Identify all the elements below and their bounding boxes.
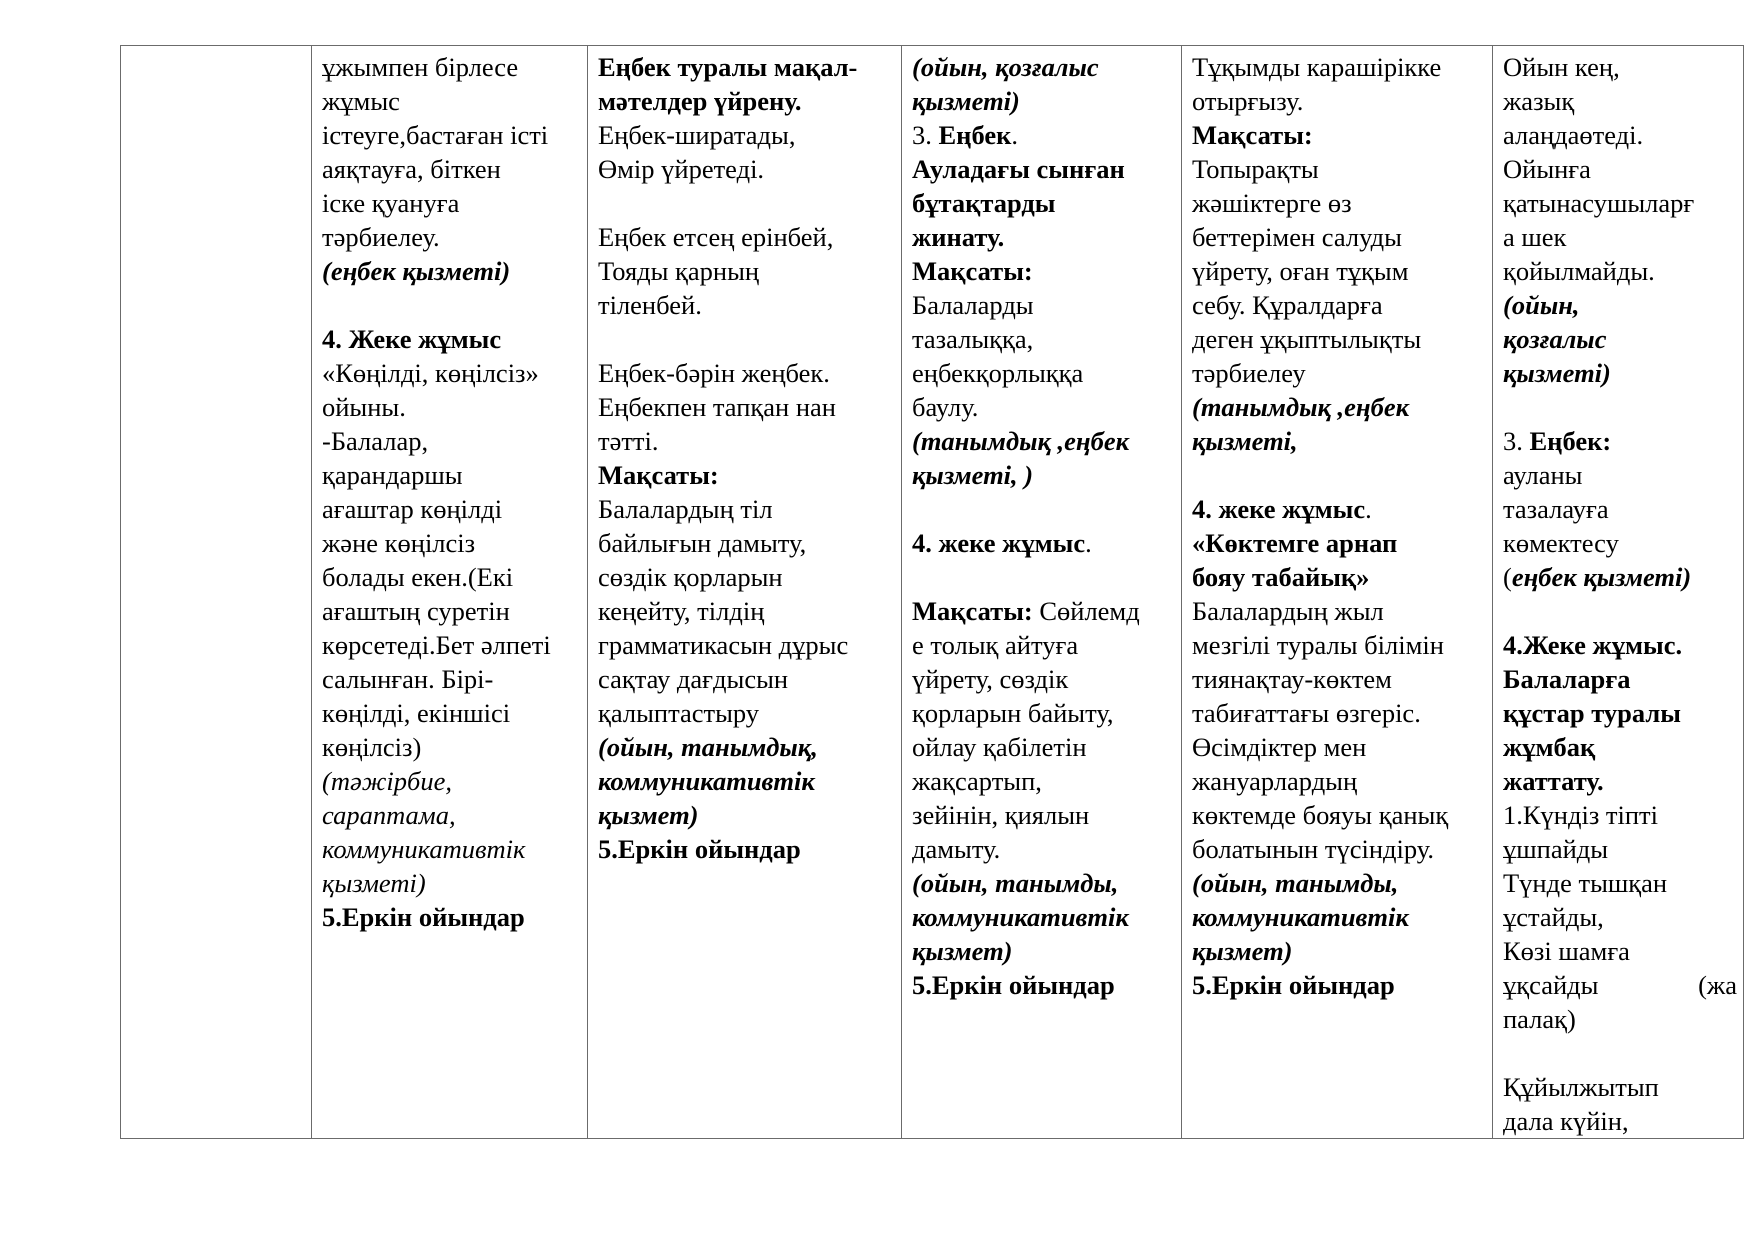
table-cell-labor	[902, 46, 1182, 1139]
text-line: сөздік қорларын	[598, 562, 783, 592]
text-line: табиғаттағы өзгеріс.	[1192, 698, 1421, 728]
text-line: ауланы	[1503, 460, 1583, 490]
text-line: (ойын, танымды,	[912, 868, 1119, 898]
text-line: «Көңілді, көңілсіз»	[322, 358, 539, 388]
text-line: жануарлардың	[1192, 766, 1358, 796]
text-line: Ойын кең,	[1503, 52, 1620, 82]
text-line: Еңбек етсең ерінбей,	[598, 222, 834, 252]
text-line: деген ұқыптылықты	[1192, 324, 1422, 354]
text-line: қызметі)	[322, 868, 426, 898]
text-fragment: (	[1503, 562, 1512, 592]
text-line: Өсімдіктер мен	[1192, 732, 1367, 762]
text-line: тәрбиелеу.	[322, 222, 440, 252]
text-line: дала күйін,	[1503, 1106, 1629, 1136]
text-line: Еңбекпен тапқан нан	[598, 392, 836, 422]
text-line: қойылмайды.	[1503, 256, 1655, 286]
text-line	[1503, 560, 1737, 594]
text-line: жинату.	[912, 222, 1005, 252]
text-line: Балаларға	[1503, 664, 1631, 694]
text-line: үйрету, сөздік	[912, 664, 1069, 694]
text-line: ұжымпен бірлесе	[322, 52, 519, 82]
text-line: коммуникативтік	[912, 902, 1129, 932]
lesson-plan-table	[120, 45, 1744, 1139]
text-line: Балалардың тіл	[598, 494, 773, 524]
table-cell-game-riddles	[1493, 46, 1744, 1139]
text-line: Балалардың жыл	[1192, 596, 1384, 626]
text-line: 5.Еркін ойындар	[912, 970, 1115, 1000]
text-line: (еңбек қызметі)	[322, 256, 511, 286]
text-line	[1503, 968, 1737, 1002]
text-fragment: .	[1365, 494, 1372, 524]
text-line: (ойын, қозғалыс	[912, 52, 1099, 82]
text-line: қызмет)	[1192, 936, 1293, 966]
text-line: тәрбиелеу	[1192, 358, 1306, 388]
text-fragment: 4. жеке жұмыс	[1192, 494, 1366, 524]
text-line: дамыту.	[912, 834, 1001, 864]
text-fragment: 3.	[1503, 426, 1530, 456]
text-line: Ойынға	[1503, 154, 1591, 184]
text-line: коммуникативтік	[598, 766, 815, 796]
text-line: қатынасушыларғ	[1503, 188, 1695, 218]
text-line: (ойын, танымдық,	[598, 732, 818, 762]
text-line: Мақсаты:	[598, 460, 719, 490]
text-line: Құйылжытып	[1503, 1072, 1659, 1102]
text-fragment: Сөйлемд	[1032, 596, 1140, 626]
text-fragment: Еңбек	[938, 120, 1012, 150]
text-line: Еңбек-ширатады,	[598, 120, 796, 150]
text-line: қызмет)	[912, 936, 1013, 966]
blank-line	[1192, 458, 1486, 492]
text-line: (ойын,	[1503, 290, 1580, 320]
text-line: аяқтауға, біткен	[322, 154, 501, 184]
text-fragment: ұқсайды	[1503, 970, 1599, 1000]
text-line: қызметі)	[912, 86, 1020, 116]
text-line: тіленбей.	[598, 290, 702, 320]
text-line: болатынын түсіндіру.	[1192, 834, 1434, 864]
text-line: е толық айтуға	[912, 630, 1079, 660]
text-line: істеуге,бастаған істі	[322, 120, 549, 150]
text-line: 5.Еркін ойындар	[322, 902, 525, 932]
text-line: (ойын, танымды,	[1192, 868, 1399, 898]
text-line: 4.Жеке жұмыс.	[1503, 630, 1683, 660]
text-line: қарандаршы	[322, 460, 463, 490]
text-line: ағаштар көңілді	[322, 494, 503, 524]
text-line: Ауладағы сынған	[912, 154, 1125, 184]
text-line: а шек	[1503, 222, 1567, 252]
text-line: жаттату.	[1503, 766, 1604, 796]
text-line: байлығын дамыту,	[598, 528, 807, 558]
text-line: және көңілсіз	[322, 528, 476, 558]
text-fragment: еңбек қызметі)	[1511, 562, 1692, 592]
blank-line	[1503, 594, 1737, 628]
text-line	[1192, 492, 1486, 526]
text-line: 5.Еркін ойындар	[598, 834, 801, 864]
text-line: қалыптастыру	[598, 698, 760, 728]
text-line: қорларын байыту,	[912, 698, 1114, 728]
text-line: 1.Күндіз тіпті	[1503, 800, 1658, 830]
text-line	[912, 594, 1175, 628]
text-line: беттерімен салуды	[1192, 222, 1402, 252]
text-line: грамматикасын дұрыс	[598, 630, 849, 660]
text-line: жақсартып,	[912, 766, 1042, 796]
text-fragment: 4. жеке жұмыс	[912, 528, 1086, 558]
blank-line	[598, 322, 895, 356]
text-line: Тояды қарның	[598, 256, 760, 286]
text-line: жұмбақ	[1503, 732, 1596, 762]
text-line: Түнде тышқан	[1503, 868, 1668, 898]
text-line: қызмет)	[598, 800, 699, 830]
text-line: бояу табайық»	[1192, 562, 1370, 592]
text-line: құстар туралы	[1503, 698, 1681, 728]
text-fragment: .	[1011, 120, 1018, 150]
text-line: зейінін, қиялын	[912, 800, 1090, 830]
text-line: (тәжірбие,	[322, 766, 452, 796]
text-line: себу. Құралдарға	[1192, 290, 1383, 320]
blank-line	[912, 560, 1175, 594]
text-line: ойлау қабілетін	[912, 732, 1087, 762]
text-line: баулу.	[912, 392, 979, 422]
text-line: ұшпайды	[1503, 834, 1609, 864]
text-line: тазалыққа,	[912, 324, 1034, 354]
text-line	[1503, 424, 1737, 458]
table-row	[121, 46, 1744, 1139]
blank-line	[322, 288, 581, 322]
text-line: кеңейту, тілдің	[598, 596, 765, 626]
text-line	[912, 526, 1175, 560]
text-line: көмектесу	[1503, 528, 1619, 558]
text-line: Өмір үйретеді.	[598, 154, 765, 184]
text-line: тәтті.	[598, 426, 659, 456]
text-line: салынған. Бірі-	[322, 664, 494, 694]
text-line: «Көктемге арнап	[1192, 528, 1398, 558]
text-line: жұмыс	[322, 86, 400, 116]
text-fragment: 3.	[912, 120, 939, 150]
text-line: коммуникативтік	[322, 834, 526, 864]
text-fragment: Еңбек:	[1529, 426, 1612, 456]
text-line: ағаштың суретін	[322, 596, 510, 626]
text-line: көктемде бояуы қанық	[1192, 800, 1449, 830]
text-line: Мақсаты:	[912, 256, 1033, 286]
text-line: Еңбек туралы мақал-	[598, 52, 858, 82]
text-line: мәтелдер үйрену.	[598, 86, 802, 116]
text-line: алаңдаөтеді.	[1503, 120, 1644, 150]
text-line: тиянақтау-көктем	[1192, 664, 1392, 694]
text-line: көңілсіз)	[322, 732, 422, 762]
text-fragment: .	[1085, 528, 1092, 558]
text-line: коммуникативтік	[1192, 902, 1409, 932]
text-fragment: (жа	[1698, 970, 1737, 1000]
table-cell-planting	[1182, 46, 1493, 1139]
text-line: сақтау дағдысын	[598, 664, 789, 694]
text-line: қызметі,	[1192, 426, 1298, 456]
blank-line	[912, 492, 1175, 526]
text-line: жазық	[1503, 86, 1575, 116]
text-line: палақ)	[1503, 1004, 1576, 1034]
blank-line	[1503, 390, 1737, 424]
text-line: болады екен.(Екі	[322, 562, 514, 592]
text-line: Тұқымды карашірікке	[1192, 52, 1442, 82]
text-line: үйрету, оған тұқым	[1192, 256, 1409, 286]
text-line: еңбекқорлыққа	[912, 358, 1084, 388]
text-line: Топырақты	[1192, 154, 1319, 184]
text-line: қызметі, )	[912, 460, 1034, 490]
text-fragment: Мақсаты:	[912, 596, 1033, 626]
table-cell-proverbs	[588, 46, 902, 1139]
text-line	[912, 118, 1175, 152]
text-line: Еңбек-бәрін жеңбек.	[598, 358, 830, 388]
text-line: (танымдық ,еңбек	[912, 426, 1130, 456]
text-line: Көзі шамға	[1503, 936, 1630, 966]
blank-line	[598, 186, 895, 220]
text-line: көрсетеді.Бет әлпеті	[322, 630, 551, 660]
text-line: мезгілі туралы білімін	[1192, 630, 1444, 660]
text-line: ойыны.	[322, 392, 406, 422]
text-line: бұтақтарды	[912, 188, 1056, 218]
text-line: іске қуануға	[322, 188, 460, 218]
text-line: жәшіктерге өз	[1192, 188, 1352, 218]
blank-line	[1503, 1036, 1737, 1070]
text-line: Мақсаты:	[1192, 120, 1313, 150]
text-line: отырғызу.	[1192, 86, 1304, 116]
text-line: Балаларды	[912, 290, 1034, 320]
table-cell-empty	[121, 46, 312, 1139]
text-line: қозғалыс	[1503, 324, 1607, 354]
text-line: тазалауға	[1503, 494, 1609, 524]
table-cell-individual-work	[312, 46, 588, 1139]
text-line: 4. Жеке жұмыс	[322, 324, 502, 354]
text-line: көңілді, екіншісі	[322, 698, 511, 728]
text-line: -Балалар,	[322, 426, 429, 456]
text-line: ұстайды,	[1503, 902, 1604, 932]
text-line: қызметі)	[1503, 358, 1611, 388]
text-line: 5.Еркін ойындар	[1192, 970, 1395, 1000]
text-line: (танымдық ,еңбек	[1192, 392, 1410, 422]
text-line: сараптама,	[322, 800, 456, 830]
